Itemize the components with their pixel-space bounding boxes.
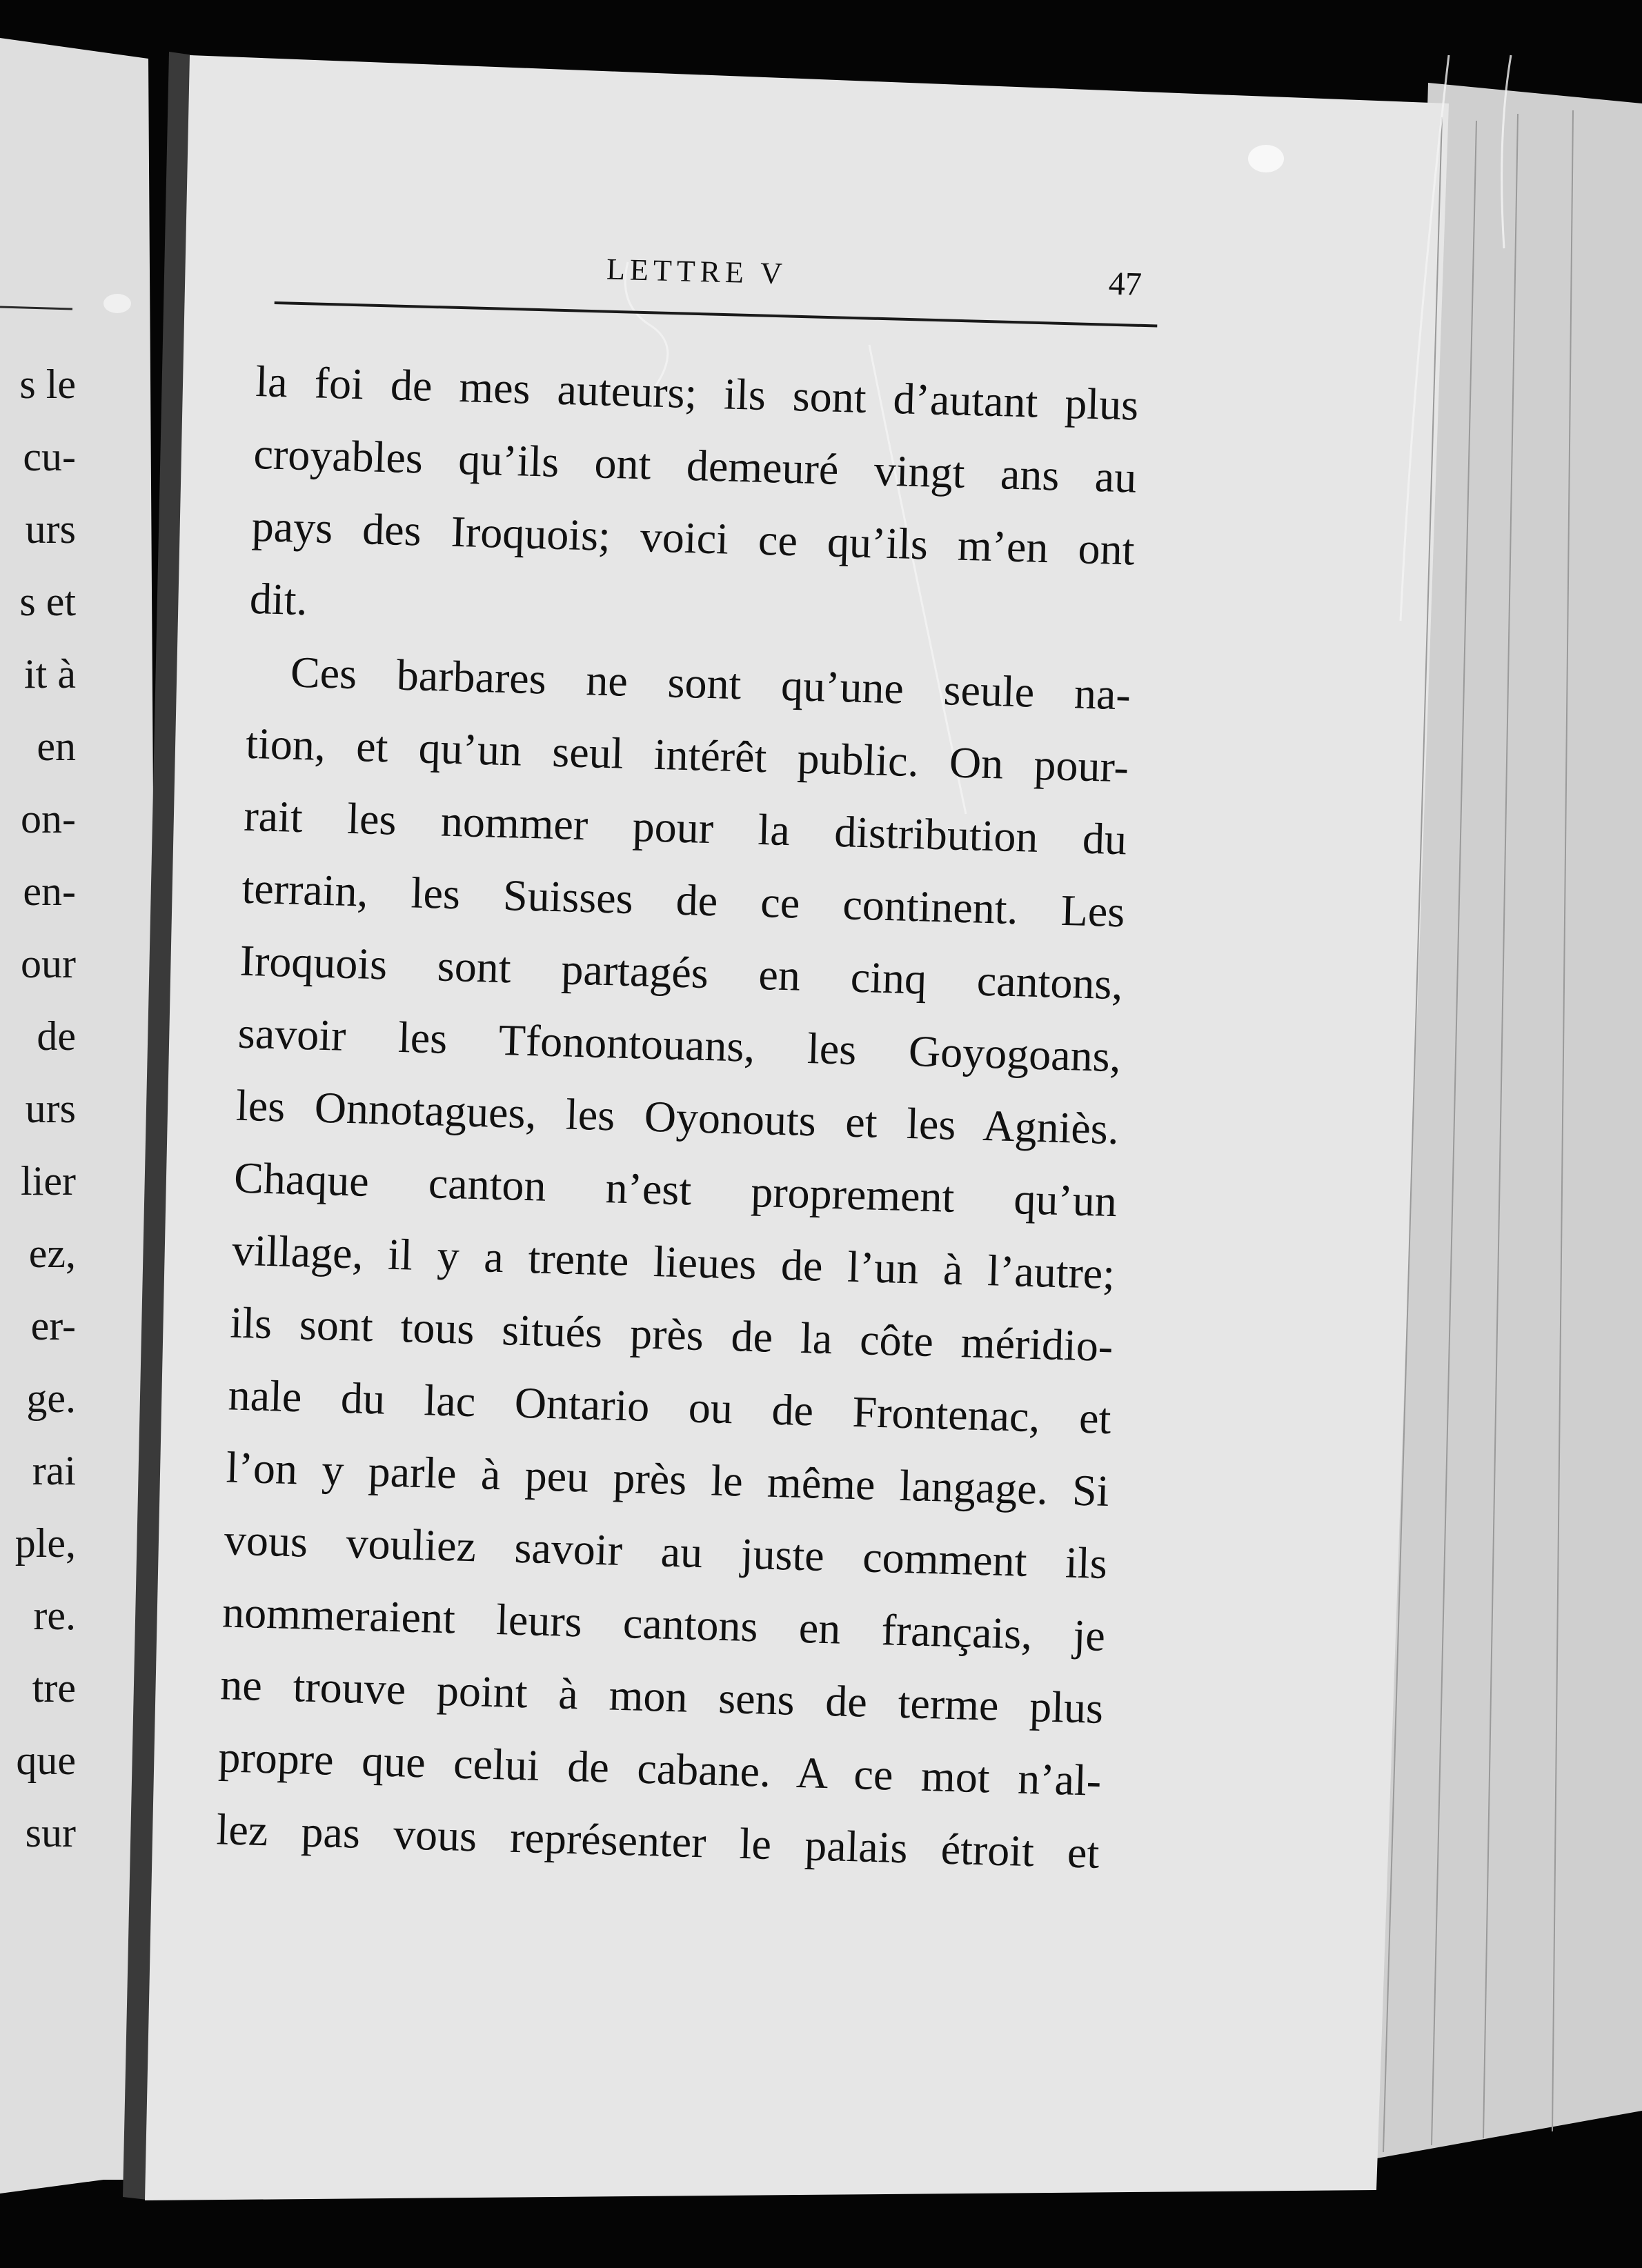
left-page-fragment: urs bbox=[25, 506, 76, 552]
left-page-fragment: de bbox=[37, 1013, 76, 1059]
left-page-fragment: s et bbox=[19, 579, 76, 624]
running-title: LETTRE V bbox=[606, 252, 788, 291]
text-line: vous vouliez savoir au juste comment ils bbox=[224, 1515, 1108, 1588]
left-page-fragment: rai bbox=[32, 1448, 76, 1493]
text-line: Ces barbares ne sont qu’une seule na- bbox=[290, 647, 1131, 719]
text-line: dit. bbox=[249, 573, 308, 625]
left-page-fragment: re. bbox=[33, 1593, 76, 1638]
text-line: ne trouve point à mon sens de terme plus bbox=[219, 1660, 1104, 1733]
text-line: l’on y parle à peu près le même langage. Si bbox=[226, 1442, 1110, 1516]
body-text bbox=[215, 345, 1139, 1889]
text-line: pays des Iroquois; voici ce qu’ils m’en ont bbox=[250, 501, 1136, 575]
text-line: nommeraient leurs cantons en français, je bbox=[221, 1587, 1106, 1660]
text-line: nale du lac Ontario ou de Frontenac, et bbox=[227, 1370, 1112, 1444]
left-page-fragment: ple, bbox=[14, 1520, 76, 1566]
text-line: ils sont tous situés près de la côte méridio- bbox=[229, 1297, 1114, 1371]
text-line: Chaque canton n’est proprement qu’un bbox=[233, 1153, 1118, 1226]
left-page-fragment: sur bbox=[25, 1810, 76, 1856]
left-page-fragment: on- bbox=[21, 796, 76, 842]
left-page-fragment: en bbox=[37, 724, 76, 769]
text-line: les Onnotagues, les Oyonouts et les Agniès. bbox=[235, 1080, 1120, 1154]
text-line: rait les nommer pour la distribution du bbox=[243, 790, 1128, 864]
text-line: la foi de mes auteurs; ils sont d’autant plus bbox=[255, 356, 1140, 430]
text-line: village, il y a trente lieues de l’un à l’autre; bbox=[231, 1225, 1116, 1299]
text-line: propre que celui de cabane. A ce mot n’al- bbox=[217, 1732, 1102, 1805]
left-page-text bbox=[0, 348, 76, 1869]
dust-speck bbox=[1248, 145, 1284, 172]
text-line: tion, et qu’un seul intérêt public. On pour- bbox=[245, 718, 1129, 792]
text-line: terrain, les Suisses de ce continent. Les bbox=[241, 863, 1126, 937]
text-line: croyables qu’ils ont demeuré vingt ans au bbox=[253, 428, 1138, 502]
left-page-fragment: que bbox=[16, 1738, 76, 1783]
left-page-fragment: s le bbox=[19, 361, 76, 407]
left-page-fragment: it à bbox=[24, 651, 76, 697]
left-page-fragment: our bbox=[21, 941, 76, 986]
page-number: 47 bbox=[1108, 265, 1143, 303]
left-page-fragment: ge. bbox=[26, 1375, 76, 1421]
text-line: lez pas vous représenter le palais étroit et bbox=[215, 1804, 1100, 1878]
left-page-fragment: cu- bbox=[23, 434, 76, 479]
left-page-fragment: lier bbox=[21, 1158, 76, 1204]
text-line: savoir les Tfonontouans, les Goyogoans, bbox=[237, 1008, 1122, 1082]
left-page-fragment: tre bbox=[32, 1665, 76, 1711]
left-page-fragment: er- bbox=[30, 1303, 76, 1349]
left-page-fragment: ez, bbox=[28, 1231, 76, 1276]
left-page-fragment: en- bbox=[23, 868, 76, 914]
text-line: Iroquois sont partagés en cinq cantons, bbox=[239, 935, 1124, 1009]
left-page-fragment: urs bbox=[25, 1086, 76, 1131]
